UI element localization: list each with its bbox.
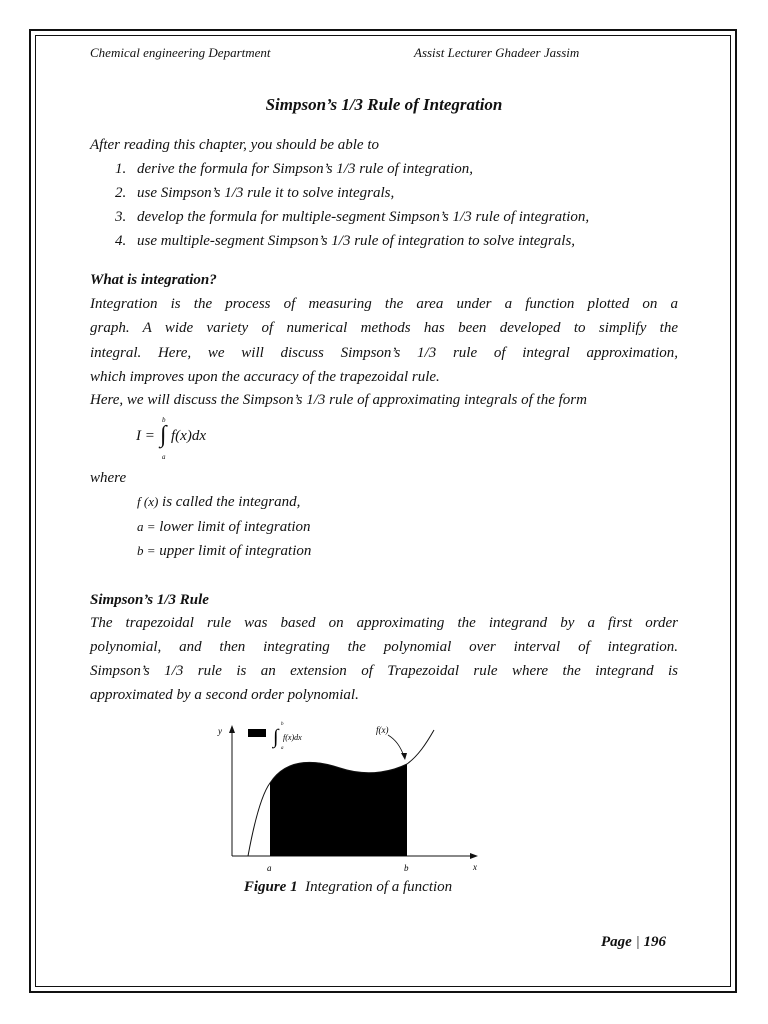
paragraph-line: which improves upon the accuracy of the trapezoidal rule. (90, 369, 440, 385)
page-number: 196 (643, 934, 666, 950)
definition-text: upper limit of integration (159, 543, 312, 559)
section-heading-simpson: Simpson’s 1/3 Rule (90, 592, 209, 608)
page-title: Simpson’s 1/3 Rule of Integration (265, 95, 503, 114)
objective-number: 1. (115, 161, 127, 177)
header-department: Chemical engineering Department (90, 45, 271, 60)
y-axis-arrow (229, 725, 235, 733)
legend-swatch (248, 729, 266, 737)
objective-text: derive the formula for Simpson’s 1/3 rule of integration, (137, 161, 473, 177)
objective-number: 3. (115, 209, 127, 225)
legend-integrand: f(x)dx (283, 733, 302, 742)
section-heading-integration: What is integration? (90, 272, 217, 288)
y-axis-label: y (218, 726, 222, 736)
definition-text: is called the integrand, (162, 494, 301, 510)
definition-item (137, 494, 300, 511)
objective-text: develop the formula for multiple-segment Simpson’s 1/3 rule of integration, (137, 209, 590, 225)
fx-pointer-arrowhead (401, 753, 407, 760)
objective-item (115, 185, 394, 202)
a-label: a (267, 863, 272, 873)
header-author: Assist Lecturer Ghadeer Jassim (414, 45, 580, 60)
equation-upper-limit: b (162, 416, 166, 424)
fx-pointer (388, 735, 404, 756)
paragraph-line: graph. A wide variety of numerical methods has been developed to simplify the (90, 320, 678, 336)
definition-symbol: b = (137, 543, 156, 558)
paragraph-line: approximated by a second order polynomial. (90, 687, 359, 703)
objective-number: 2. (115, 185, 127, 201)
paragraph-line: Integration is the process of measuring the area under a function plotted on a (90, 296, 678, 312)
definition-item (137, 519, 311, 536)
objective-item (115, 233, 575, 250)
legend-integral-sign: ∫ (273, 726, 279, 748)
paragraph-line: integral. Here, we will discuss Simpson’s 1/3 rule of integral approximation, (90, 345, 678, 361)
legend-upper-limit: b (281, 722, 284, 727)
paragraph-line: Here, we will discuss the Simpson’s 1/3 rule of approximating integrals of the form (90, 392, 587, 408)
figure-caption-label: Figure 1 (243, 879, 298, 895)
fx-label: f(x) (376, 725, 389, 735)
definition-item (137, 543, 311, 560)
objective-item (115, 161, 473, 178)
x-axis-arrow (470, 853, 478, 859)
paragraph-line: Simpson’s 1/3 rule is an extension of Trapezoidal rule where the integrand is (90, 663, 678, 679)
x-axis-label: x (473, 862, 477, 872)
objective-text: use multiple-segment Simpson’s 1/3 rule of integration to solve integrals, (137, 233, 576, 249)
page-label: Page (601, 934, 632, 950)
equation-integrand: f(x)dx (171, 428, 206, 444)
shaded-area (270, 762, 407, 856)
integral-sign: ∫ (160, 422, 167, 448)
equation-lhs: I = (136, 428, 155, 444)
page-footer (601, 934, 666, 951)
objective-item (115, 209, 589, 226)
definition-text: lower limit of integration (159, 519, 311, 535)
figure-caption (0, 879, 696, 896)
figure-caption-text: Integration of a function (305, 879, 453, 895)
definition-symbol: a = (137, 519, 156, 534)
where-label: where (90, 470, 127, 486)
integral-equation (136, 416, 246, 464)
page-separator: | (635, 934, 640, 950)
objective-text: use Simpson’s 1/3 rule it to solve integrals, (137, 185, 395, 201)
definition-symbol: f (x) (137, 494, 159, 509)
equation-lower-limit: a (162, 453, 166, 461)
legend-lower-limit: a (281, 746, 284, 751)
paragraph-line: polynomial, and then integrating the polynomial over interval of integration. (90, 639, 678, 655)
integration-figure (210, 718, 490, 876)
intro-text: After reading this chapter, you should be able to (90, 137, 379, 153)
objective-number: 4. (115, 233, 127, 249)
paragraph-line: The trapezoidal rule was based on approximating the integrand by a first order (90, 615, 678, 631)
b-label: b (404, 863, 409, 873)
